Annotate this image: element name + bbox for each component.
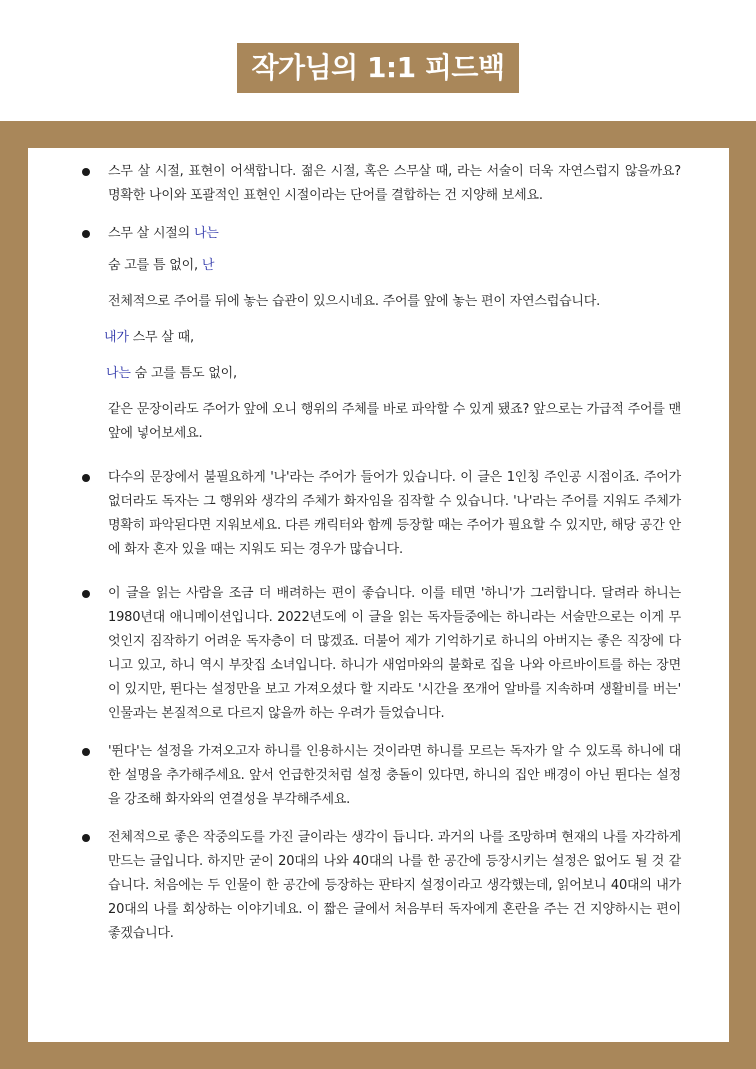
example-text: 스무 살 때, [128,330,194,345]
feedback-item-4 [80,582,681,726]
feedback-item-3 [80,466,681,562]
example-text: 숨 고를 틈도 없이, [130,366,237,381]
feedback-item-6 [80,826,681,946]
corrected-line [80,326,681,350]
page-title: 작가님의 1:1 피드백 [237,43,519,93]
bullet-icon [82,834,90,842]
feedback-item-1 [80,160,681,208]
example-line: 스무 살 시절의 [108,226,194,241]
example-line [80,254,681,278]
bullet-icon [82,590,90,598]
feedback-content [80,160,681,960]
bullet-icon [82,474,90,482]
example-text: 숨 고를 틈 없이, [108,258,202,273]
feedback-text: 이 글을 읽는 사람을 조금 더 배려하는 편이 좋습니다. 이를 테면 '하니'가 그러합니다. 달려라 하니는 1980년대 애니메이션입니다. 2022년도에 이 글을 읽는 독자들중에는 하니라는 서술만으로는 이게 무엇인지 짐작하기 어려운 독자층이 더 많겠죠. 더불어 제가 기억하기로 하니의 아버지는 좋은 직장에 다니고 있고, 하니 역시 부잣집 소녀입니다. 하니가 새엄마와의 불화로 집을 나와 아르바이트를 하는 장면이 있지만, 뛴다는 설정만을 보고 가져오셨다 할 지라도 '시간을 쪼개어 알바를 지속하며 생활비를 버는' 인물과는 본질적으로 다르지 않을까 하는 우려가 들었습니다. [108,586,681,721]
highlighted-subject: 난 [201,258,215,273]
highlighted-subject: 내가 [104,330,129,345]
feedback-text: '뛴다'는 설정을 가져오고자 하니를 인용하시는 것이라면 하니를 모르는 독자가 알 수 있도록 하니에 대한 설명을 추가해주세요. 앞서 언급한것처럼 설정 충돌이 있다면, 하니의 집안 배경이 아닌 뛴다는 설정을 강조해 화자와의 연결성을 부각해주세요. [108,744,681,807]
feedback-item-5 [80,740,681,812]
corrected-line [80,362,681,386]
highlighted-subject: 나는 [193,226,219,241]
comment-line: 같은 문장이라도 주어가 앞에 오니 행위의 주체를 바로 파악할 수 있게 됐죠? 앞으로는 가급적 주어를 맨 앞에 넣어보세요. [108,402,681,441]
bullet-icon [82,748,90,756]
feedback-text: 스무 살 시절, 표현이 어색합니다. 젊은 시절, 혹은 스무살 때, 라는 서술이 더욱 자연스럽지 않을까요? 명확한 나이와 포괄적인 표현인 시절이라는 단어를 결합하는 건 지양해 보세요. [108,164,681,203]
bullet-icon [82,230,90,238]
comment-line: 전체적으로 주어를 뒤에 놓는 습관이 있으시네요. 주어를 앞에 놓는 편이 자연스럽습니다. [108,294,601,309]
bullet-icon [82,168,90,176]
highlighted-subject: 나는 [106,366,131,381]
feedback-text: 다수의 문장에서 불필요하게 '나'라는 주어가 들어가 있습니다. 이 글은 1인칭 주인공 시점이죠. 주어가 없더라도 독자는 그 행위와 생각의 주체가 화자임을 짐작할 수 있습니다. '나'라는 주어를 지워도 주체가 명확히 파악된다면 지워보세요. 다른 캐릭터와 함께 등장할 때는 주어가 필요할 수 있지만, 해당 공간 안에 화자 혼자 있을 때는 지워도 되는 경우가 많습니다. [108,470,681,557]
feedback-text: 전체적으로 좋은 작중의도를 가진 글이라는 생각이 듭니다. 과거의 나를 조망하며 현재의 나를 자각하게 만드는 글입니다. 하지만 굳이 20대의 나와 40대의 나를 한 공간에 등장시키는 설정은 없어도 될 것 같습니다. 처음에는 두 인물이 한 공간에 등장하는 판타지 설정이라고 생각했는데, 읽어보니 40대의 내가 20대의 나를 회상하는 이야기네요. 이 짧은 글에서 처음부터 독자에게 혼란을 주는 건 지양하시는 편이 좋겠습니다. [108,830,681,941]
feedback-item-2 [80,222,681,246]
